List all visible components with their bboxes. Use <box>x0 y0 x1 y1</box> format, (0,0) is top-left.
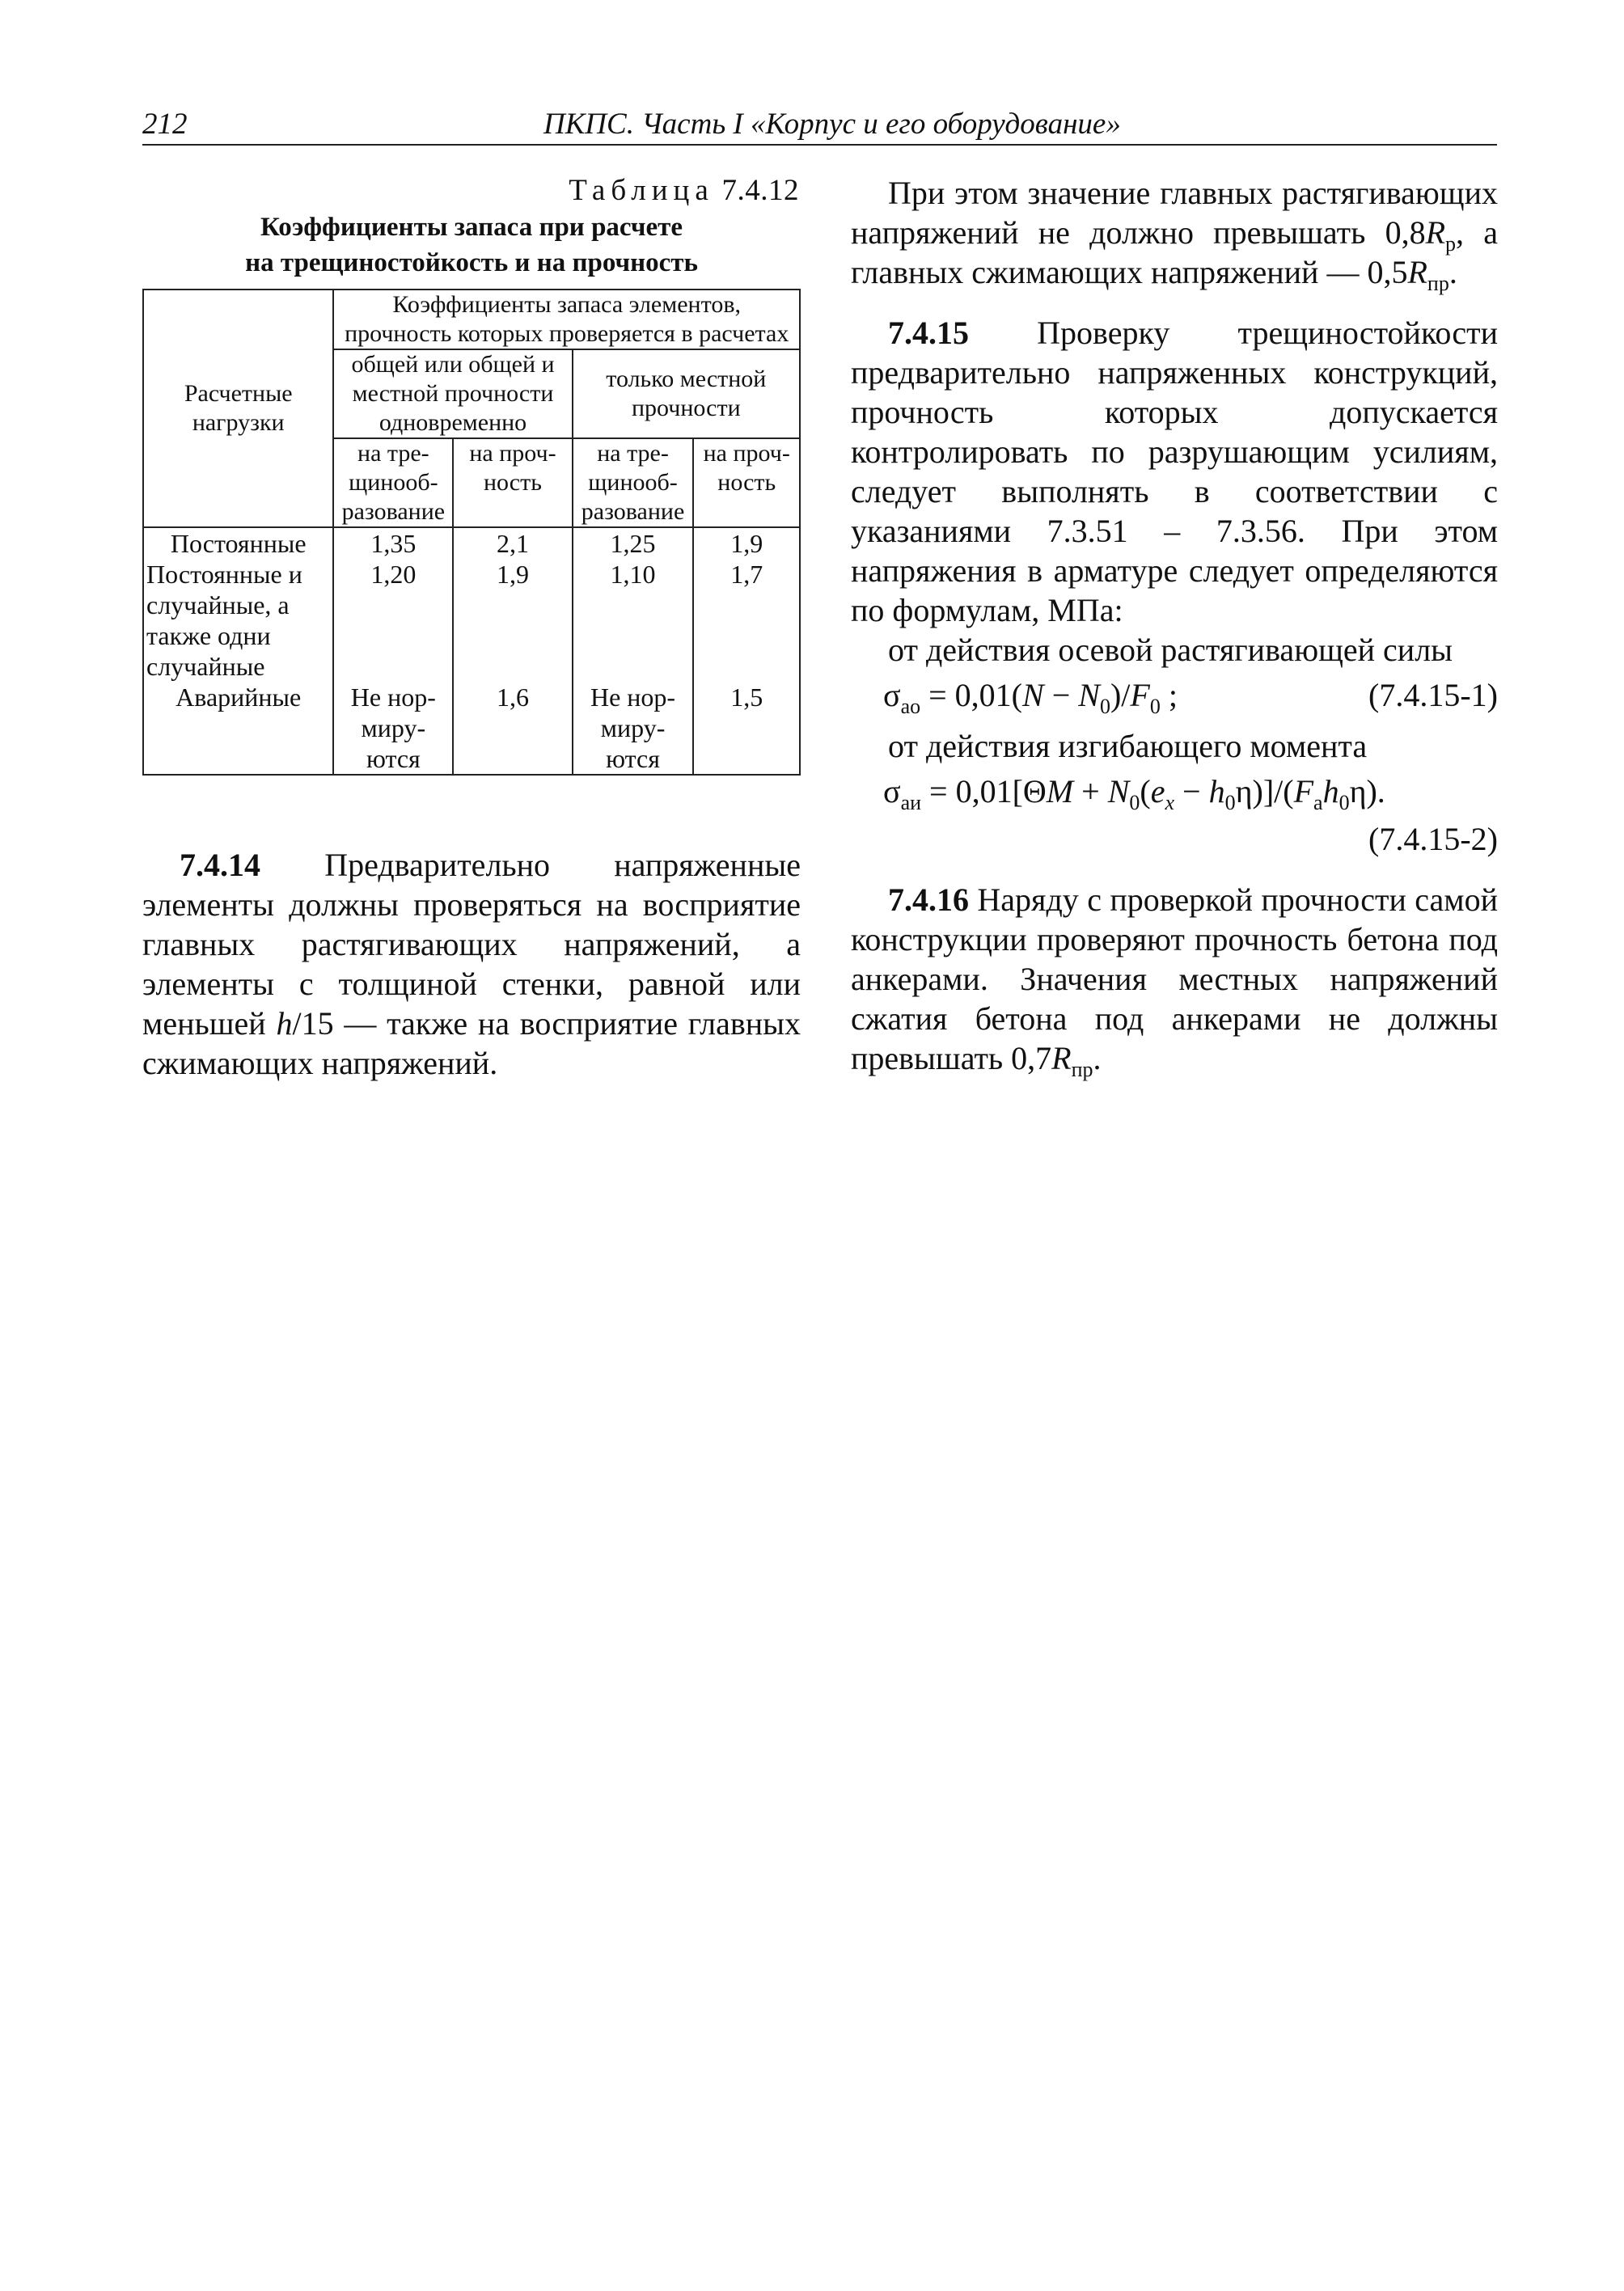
value-cell: Не нор-миру-ются <box>573 682 694 775</box>
symbol-h: h <box>276 1005 293 1042</box>
load-cell: Аварийные <box>143 682 333 775</box>
value-cell: 1,7 <box>693 559 800 682</box>
paragraph-stress-limits <box>851 173 1498 295</box>
page-number: 212 <box>142 108 188 141</box>
paragraph-text: /15 — также на восприятие главных сжимающих напряжений. <box>142 1005 801 1081</box>
header-general-strength: общей или общей и местной прочности одновременно <box>333 349 572 438</box>
paragraph-text: Проверку трещиностойкости предварительно напряженных конструкций, прочность которых допускается контролировать по разрушающим усилиям, следует выполнять в соответствии с указаниями 7.3.51 – 7.3.56. При этом напряжения в арматуре следует определяются по формулам, МПа: <box>851 315 1498 628</box>
header-crack-1: на тре-щинооб-разование <box>333 438 453 527</box>
paragraph-7-4-14 <box>142 845 801 1083</box>
value-cell: 1,9 <box>453 559 572 682</box>
formula-expression: $\sigma_{аи} = 0,01[\Theta M + N_0(e_x - h_0\eta)]/(F_аh_0\eta)$. <box>883 773 1385 814</box>
table-caption <box>142 173 799 208</box>
paragraph-text: , а главных сжимающих напряжений — 0,5 <box>851 214 1498 290</box>
formula-7-4-15-2 <box>851 766 1498 819</box>
header-crack-2: на тре-щинооб-разование <box>573 438 694 527</box>
table-caption-word: Таблица <box>569 174 714 207</box>
axial-force-label: от действия осевой растягивающей силы <box>888 632 1453 668</box>
table-header-row <box>143 290 800 349</box>
formula-number: (7.4.15-2) <box>1368 821 1498 857</box>
table-row <box>143 682 800 775</box>
left-column <box>142 173 801 1083</box>
header-coefficients: Коэффициенты запаса элементов, прочность которых проверяется в расчетах <box>333 290 800 349</box>
table-caption-number: 7.4.12 <box>721 174 799 207</box>
bending-moment-label: от действия изгибающего момента <box>888 728 1368 764</box>
formula-7-4-15-1 <box>851 670 1498 726</box>
value-cell: 1,5 <box>693 682 800 775</box>
table-title-line1: Коэффициенты запаса при расчете <box>260 213 683 242</box>
table-title <box>142 209 801 281</box>
load-cell: Постоянные и случайные, а также одни случайные <box>143 559 333 682</box>
section-number: 7.4.15 <box>888 315 969 351</box>
paragraph-7-4-15 <box>851 313 1498 630</box>
symbol-r: R <box>1051 1040 1072 1076</box>
paragraph-text: Наряду с проверкой прочности самой конструкции проверяют прочность бетона под анкерами. Значения местных напряжений сжатия бетона под анкерами не должны превышать 0,7 <box>851 881 1499 1076</box>
formula-expression: $\sigma_{ао} = 0,01(N - N_0)/F_0$ ; <box>883 677 1178 718</box>
value-cell: 1,10 <box>573 559 694 682</box>
section-number: 7.4.16 <box>888 881 969 918</box>
value-cell: 1,35 <box>333 527 453 559</box>
value-cell: Не нор-миру-ются <box>333 682 453 775</box>
header-loads: Расчетные нагрузки <box>143 290 333 527</box>
value-cell: 1,20 <box>333 559 453 682</box>
subscript: р <box>1445 232 1457 256</box>
formula-number: (7.4.15-1) <box>1368 677 1498 713</box>
paragraph-text: . <box>1093 1040 1102 1076</box>
running-title: ПКПС. Часть I «Корпус и его оборудование» <box>543 108 1121 141</box>
table-title-line2: на трещиностойкость и на прочность <box>245 248 698 277</box>
symbol-r: R <box>1425 214 1446 251</box>
section-number: 7.4.14 <box>180 847 260 883</box>
table-row <box>143 559 800 682</box>
paragraph-text: . <box>1448 254 1457 290</box>
right-column <box>851 173 1499 1081</box>
value-cell: 2,1 <box>453 527 572 559</box>
value-cell: 1,25 <box>573 527 694 559</box>
load-cell: Постоянные <box>143 527 333 559</box>
header-strength-2: на проч-ность <box>693 438 800 527</box>
value-cell: 1,6 <box>453 682 572 775</box>
running-header <box>142 104 1497 146</box>
header-local-strength: только местной прочности <box>573 349 800 438</box>
paragraph-7-4-16 <box>851 880 1499 1081</box>
subscript: пр <box>1071 1058 1093 1081</box>
paragraph-text: Предварительно напряженные элементы должны проверяться на восприятие главных растягивающих напряжений, а элементы с толщиной стенки, равной или меньшей <box>142 847 801 1042</box>
value-cell: 1,9 <box>693 527 800 559</box>
table-row <box>143 527 800 559</box>
paragraph-text: При этом значение главных растягивающих напряжений не должно превышать 0,8 <box>851 175 1498 251</box>
header-strength-1: на проч-ность <box>453 438 572 527</box>
subscript: пр <box>1427 272 1449 295</box>
symbol-r: R <box>1407 254 1427 290</box>
coefficients-table <box>142 289 801 776</box>
